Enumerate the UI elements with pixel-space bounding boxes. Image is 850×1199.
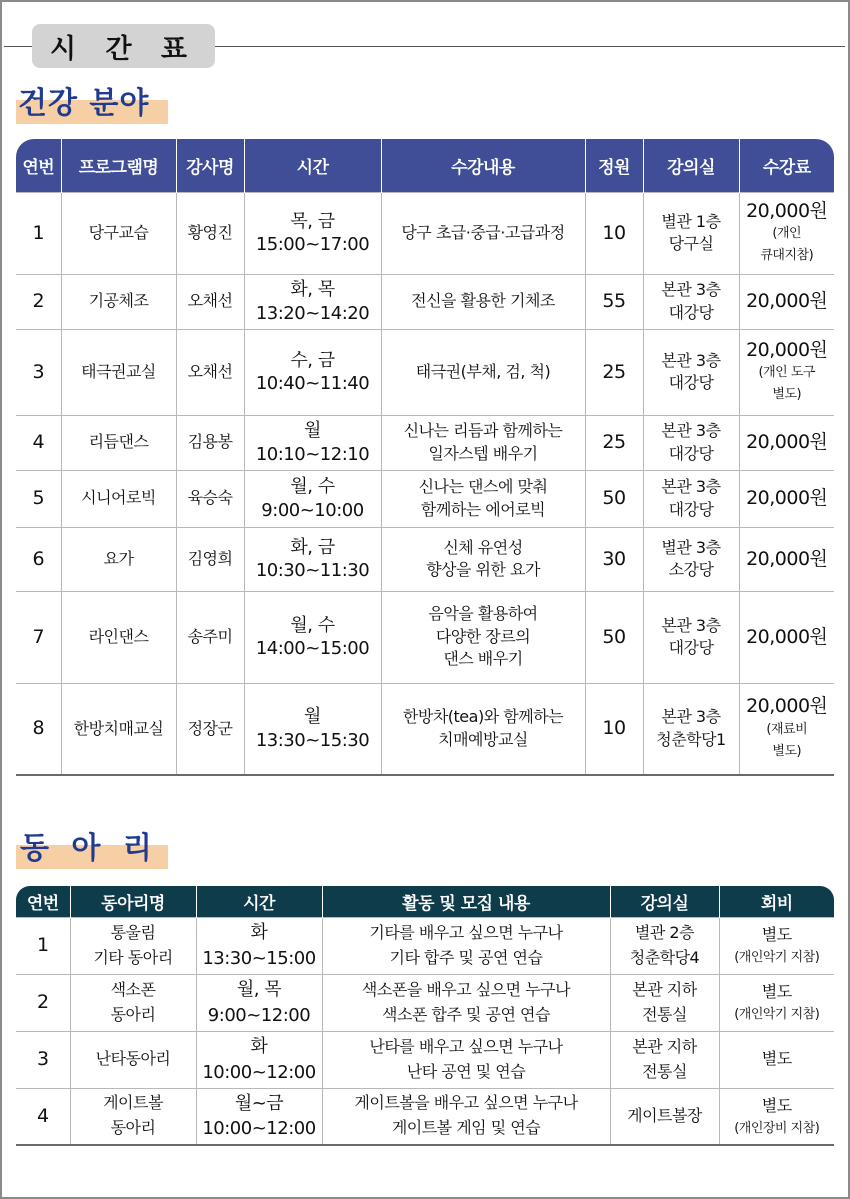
classroom: [610, 974, 719, 1031]
fee-note: (개인악기 지참): [734, 949, 820, 965]
classroom: [610, 1031, 719, 1088]
row-number: 2: [16, 974, 70, 1031]
schedule-time: 10:40~11:40: [255, 373, 370, 394]
schedule-cell: [244, 470, 381, 527]
club-section-title: 동 아 리: [20, 831, 158, 866]
fee-cell: [739, 527, 834, 591]
room-line: 별관 1층: [661, 211, 721, 231]
header-rule: [4, 46, 34, 47]
program-name: 리듬댄스: [61, 415, 176, 470]
schedule-days: 월~금: [234, 1093, 284, 1115]
room-line: 본관 3층: [661, 615, 721, 635]
table-row: [16, 917, 834, 974]
table-row: [16, 415, 834, 470]
content-line: 전신을 활용한 기체조: [411, 291, 555, 311]
content-line: 신나는 댄스에 맞춰: [418, 477, 548, 497]
content-line: 게이트볼 게임 및 연습: [391, 1118, 541, 1138]
club-table: [16, 886, 834, 1146]
fee-cell: [719, 974, 834, 1031]
club-name-line: 기타 동아리: [93, 947, 173, 967]
col-header-room: 강의실: [610, 886, 719, 917]
room-line: 별관 3층: [661, 537, 721, 557]
classroom: [643, 683, 739, 775]
club-header-row: [16, 886, 834, 917]
fee-amount: 별도: [761, 1095, 792, 1115]
schedule-cell: [244, 415, 381, 470]
col-header-no: 연번: [16, 139, 61, 192]
club-name-line: 게이트볼: [103, 1093, 163, 1113]
classroom: [643, 591, 739, 683]
content-line: 기타를 배우고 싶으면 누구나: [369, 922, 563, 942]
capacity: 30: [585, 527, 643, 591]
row-number: 1: [16, 192, 61, 274]
row-number: 4: [16, 415, 61, 470]
room-line: 전통실: [642, 1004, 687, 1024]
instructor-name: 육승숙: [176, 470, 244, 527]
col-header-no: 연번: [16, 886, 70, 917]
schedule-days: 화: [250, 1036, 268, 1058]
schedule-days: 월: [304, 706, 321, 728]
activity-content: [322, 1031, 610, 1088]
fee-cell: [739, 274, 834, 329]
club-name-line: 동아리: [110, 1118, 156, 1138]
course-content: [381, 192, 585, 274]
instructor-name: 오채선: [176, 274, 244, 329]
fee-cell: [739, 192, 834, 274]
program-name: 시니어로빅: [61, 470, 176, 527]
fee-amount: 별도: [761, 982, 792, 1002]
content-line: 함께하는 에어로빅: [420, 499, 546, 519]
club-name: [70, 917, 196, 974]
schedule-days: 월: [304, 420, 321, 442]
fee-amount: 20,000원: [746, 338, 828, 361]
fee-amount: 20,000원: [746, 547, 828, 570]
fee-note: 큐대지참): [760, 248, 814, 264]
fee-cell: [739, 470, 834, 527]
schedule-time: 13:20~14:20: [255, 302, 370, 324]
activity-content: [322, 917, 610, 974]
schedule-time: 10:00~12:00: [202, 1118, 316, 1140]
content-line: 댄스 배우기: [443, 649, 523, 669]
instructor-name: 정장군: [176, 683, 244, 775]
fee-amount: 별도: [761, 1049, 792, 1069]
capacity: 25: [585, 415, 643, 470]
room-line: 게이트볼장: [627, 1105, 702, 1125]
schedule-days: 수, 금: [290, 349, 335, 371]
content-line: 기타 합주 및 공연 연습: [389, 947, 543, 967]
content-line: 다양한 장르의: [435, 626, 531, 646]
room-line: 소강당: [668, 560, 714, 579]
activity-content: [322, 974, 610, 1031]
content-line: 음악을 활용하여: [428, 604, 538, 624]
content-line: 색소폰 합주 및 공연 연습: [382, 1004, 550, 1024]
schedule-cell: [244, 527, 381, 591]
instructor-name: 송주미: [176, 591, 244, 683]
schedule-days: 화: [250, 922, 268, 944]
col-header-instructor: 강사명: [176, 139, 244, 192]
fee-amount: 20,000원: [746, 199, 828, 222]
row-number: 6: [16, 527, 61, 591]
schedule-time: 13:30~15:00: [202, 947, 316, 969]
content-line: 당구 초급·중급·고급과정: [401, 222, 565, 242]
room-line: 별관 2층: [634, 922, 695, 942]
fee-note: (개인 도구: [758, 365, 815, 381]
table-row: [16, 683, 834, 775]
room-line: 본관 지하: [632, 979, 697, 999]
health-header-row: [16, 139, 834, 192]
content-line: 게이트볼을 배우고 싶으면 누구나: [354, 1093, 578, 1113]
fee-cell: [719, 1031, 834, 1088]
schedule-time: 10:00~12:00: [202, 1061, 316, 1083]
fee-cell: [739, 591, 834, 683]
club-name-line: 색소폰: [110, 979, 156, 999]
capacity: 50: [585, 591, 643, 683]
club-name-line: 통울림: [110, 922, 156, 942]
club-name: [70, 1031, 196, 1088]
content-line: 난타를 배우고 싶으면 누구나: [369, 1036, 563, 1056]
room-line: 본관 3층: [661, 421, 721, 441]
col-header-club-name: 동아리명: [70, 886, 196, 917]
content-line: 일자스텝 배우기: [428, 443, 538, 463]
schedule-time: 9:00~12:00: [207, 1004, 311, 1026]
room-line: 대강당: [668, 638, 714, 657]
row-number: 5: [16, 470, 61, 527]
table-row: [16, 274, 834, 329]
classroom: [643, 527, 739, 591]
room-line: 대강당: [668, 443, 714, 463]
classroom: [643, 415, 739, 470]
schedule-cell: [244, 329, 381, 415]
fee-cell: [739, 683, 834, 775]
fee-amount: 20,000원: [746, 431, 828, 454]
fee-note: (개인장비 지참): [734, 1120, 820, 1136]
club-name-line: 난타동아리: [95, 1049, 171, 1069]
program-name: 당구교습: [61, 192, 176, 274]
schedule-time: 10:10~12:10: [255, 443, 370, 465]
program-name: 라인댄스: [61, 591, 176, 683]
room-line: 본관 3층: [661, 280, 721, 300]
schedule-cell: [244, 591, 381, 683]
row-number: 3: [16, 1031, 70, 1088]
schedule-time: 10:30~11:30: [255, 560, 370, 581]
table-row: [16, 1088, 834, 1145]
schedule-days: 화, 목: [290, 279, 335, 301]
activity-content: [322, 1088, 610, 1145]
content-line: 한방차(tea)와 함께하는: [402, 707, 564, 727]
row-number: 4: [16, 1088, 70, 1145]
row-number: 3: [16, 329, 61, 415]
instructor-name: 김용봉: [176, 415, 244, 470]
fee-note: (개인: [772, 226, 802, 242]
content-line: 치매예방교실: [438, 729, 528, 749]
instructor-name: 황영진: [176, 192, 244, 274]
room-line: 본관 3층: [661, 477, 721, 497]
course-content: [381, 470, 585, 527]
room-line: 청춘학당1: [656, 729, 726, 749]
schedule-time: 13:30~15:30: [255, 729, 370, 751]
content-line: 난타 공연 및 연습: [406, 1061, 526, 1081]
col-header-activity: 활동 및 모집 내용: [322, 886, 610, 917]
course-content: [381, 274, 585, 329]
room-line: 대강당: [668, 499, 714, 519]
schedule-cell: [196, 917, 322, 974]
fee-amount: 20,000원: [746, 695, 828, 718]
schedule-days: 월, 수: [290, 476, 335, 498]
col-header-fee: 수강료: [739, 139, 834, 192]
instructor-name: 김영희: [176, 527, 244, 591]
table-row: [16, 1031, 834, 1088]
schedule-cell: [244, 192, 381, 274]
room-line: 대강당: [668, 373, 714, 392]
schedule-days: 월, 목: [236, 979, 282, 1001]
fee-note: (재료비: [766, 722, 808, 737]
schedule-days: 화, 금: [290, 536, 335, 558]
schedule-days: 월, 수: [290, 614, 335, 636]
table-row: [16, 591, 834, 683]
fee-note: 별도): [772, 387, 802, 403]
classroom: [610, 1088, 719, 1145]
row-number: 8: [16, 683, 61, 775]
schedule-time: 14:00~15:00: [255, 638, 370, 659]
fee-amount: 별도: [761, 925, 792, 945]
row-number: 1: [16, 917, 70, 974]
table-row: [16, 192, 834, 274]
content-line: 신체 유연성: [443, 537, 523, 557]
course-content: [381, 683, 585, 775]
instructor-name: 오채선: [176, 329, 244, 415]
fee-amount: 20,000원: [746, 625, 828, 648]
table-row: [16, 527, 834, 591]
col-header-capacity: 정원: [585, 139, 643, 192]
schedule-days: 목, 금: [290, 210, 335, 232]
col-header-content: 수강내용: [381, 139, 585, 192]
club-name: [70, 974, 196, 1031]
capacity: 55: [585, 274, 643, 329]
room-line: 청춘학당4: [629, 947, 700, 967]
fee-cell: [719, 917, 834, 974]
col-header-time: 시간: [244, 139, 381, 192]
club-name-line: 동아리: [110, 1004, 156, 1024]
schedule-cell: [196, 1031, 322, 1088]
header-rule: [215, 46, 845, 47]
program-name: 요가: [61, 527, 176, 591]
room-line: 본관 3층: [661, 707, 721, 727]
fee-amount: 20,000원: [746, 290, 828, 313]
content-line: 태극권(부채, 검, 척): [415, 361, 551, 381]
program-name: 기공체조: [61, 274, 176, 329]
table-row: [16, 974, 834, 1031]
classroom: [643, 329, 739, 415]
course-content: [381, 591, 585, 683]
classroom: [643, 470, 739, 527]
schedule-cell: [244, 683, 381, 775]
program-name: 한방치매교실: [61, 683, 176, 775]
room-line: 대강당: [668, 302, 714, 322]
col-header-time: 시간: [196, 886, 322, 917]
col-header-room: 강의실: [643, 139, 739, 192]
content-line: 색소폰을 배우고 싶으면 누구나: [361, 979, 571, 999]
classroom: [643, 192, 739, 274]
room-line: 본관 지하: [632, 1036, 697, 1056]
club-name: [70, 1088, 196, 1145]
capacity: 50: [585, 470, 643, 527]
fee-cell: [739, 415, 834, 470]
content-line: 신나는 리듬과 함께하는: [403, 421, 563, 441]
schedule-cell: [196, 1088, 322, 1145]
capacity: 10: [585, 192, 643, 274]
fee-note: 별도): [772, 744, 802, 760]
capacity: 25: [585, 329, 643, 415]
row-number: 2: [16, 274, 61, 329]
room-line: 당구실: [668, 234, 714, 253]
course-content: [381, 415, 585, 470]
table-row: [16, 329, 834, 415]
health-section-title: 건강 분야: [18, 86, 150, 121]
table-row: [16, 470, 834, 527]
fee-note: (개인악기 지참): [734, 1006, 820, 1022]
col-header-fee: 회비: [719, 886, 834, 917]
row-number: 7: [16, 591, 61, 683]
classroom: [610, 917, 719, 974]
course-content: [381, 527, 585, 591]
room-line: 본관 3층: [661, 350, 721, 370]
program-name: 태극권교실: [61, 329, 176, 415]
schedule-cell: [196, 974, 322, 1031]
schedule-cell: [244, 274, 381, 329]
fee-amount: 20,000원: [746, 487, 828, 510]
classroom: [643, 274, 739, 329]
health-program-table: [16, 139, 834, 776]
fee-cell: [739, 329, 834, 415]
fee-cell: [719, 1088, 834, 1145]
col-header-program: 프로그램명: [61, 139, 176, 192]
schedule-time: 15:00~17:00: [255, 234, 370, 255]
capacity: 10: [585, 683, 643, 775]
content-line: 향상을 위한 요가: [426, 560, 540, 579]
room-line: 전통실: [642, 1061, 687, 1081]
course-content: [381, 329, 585, 415]
schedule-time: 9:00~10:00: [261, 499, 364, 521]
timetable-tab: 시 간 표: [32, 24, 215, 68]
